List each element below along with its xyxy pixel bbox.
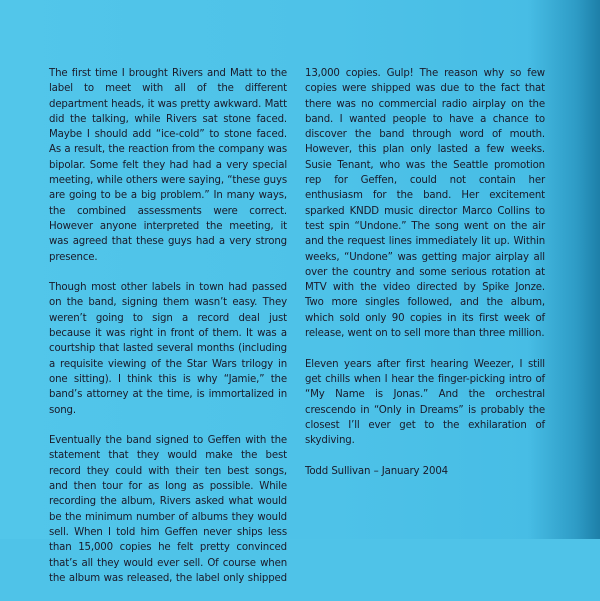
right-column (305, 66, 545, 494)
paragraph-first-meeting: The first time I brought Rivers and Matt to the label to meet with all of the different department heads, it was pretty awkward. Matt did the talking, while Rivers sat stone faced. Maybe I should add “ice-cold” to stone faced. As a result, the reaction from the company was bipolar. Some felt they had had a very special meeting, while others were saying, “these guys are going to be a big problem.” In many ways, the combined assessments were correct. However anyone interpreted the meeting, it was agreed that these guys had a very strong presence. (49, 68, 287, 263)
paragraph-geffen-deal: Eventually the band signed to Geffen with the statement that they would make the best record they could with their ten best songs, and then tour for as long as possible. While recording the album, Rivers asked what would be the minimum number of albums they would sell. When I told him Geffen never ships less than 15,000 copies he felt pretty convinced that’s all they would ever sell. Of course when the album was released, the label only shipped (49, 435, 287, 584)
paragraph-reflection: Eleven years after first hearing Weezer, I still get chills when I hear the finger-picking intro of “My Name is Jonas.” And the orchestral crescendo in “Only in Dreams” is probably the closest I’ll ever get to the exhilaration of skydiving. (305, 358, 545, 447)
paragraph-radio-airplay: 13,000 copies. Gulp! The reason why so few copies were shipped was due to the fact that there was no commercial radio airplay on the band. I wanted people to have a chance to discover the band through word of mouth. However, this plan only lasted a few weeks. Susie Tenant, who was the Seattle promotion rep for Geffen, could not contain her enthusiasm for the band. Her excitement sparked KNDD music director Marco Collins to test spin “Undone.” The song went on the air and the request lines immediately lit up. Within weeks, “Undone” was getting major airplay all over the country and some serious rotation at MTV with the video directed by Spike Jonze. Two more singles followed, and the album, which sold only 90 copies in its first week of release, went on to sell more than three million. (305, 68, 545, 340)
paragraph-signing: Though most other labels in town had passed on the band, signing them wasn’t easy. They weren’t going to sign a record deal just because it was right in front of them. It was a courtship that lasted several months (including a requisite viewing of the Star Wars trilogy in one sitting). I think this is why “Jamie,” the band’s attorney at the time, is immortalized in song. (49, 282, 287, 416)
author-signature: Todd Sullivan – January 2004 (305, 465, 448, 477)
left-column (49, 66, 287, 601)
